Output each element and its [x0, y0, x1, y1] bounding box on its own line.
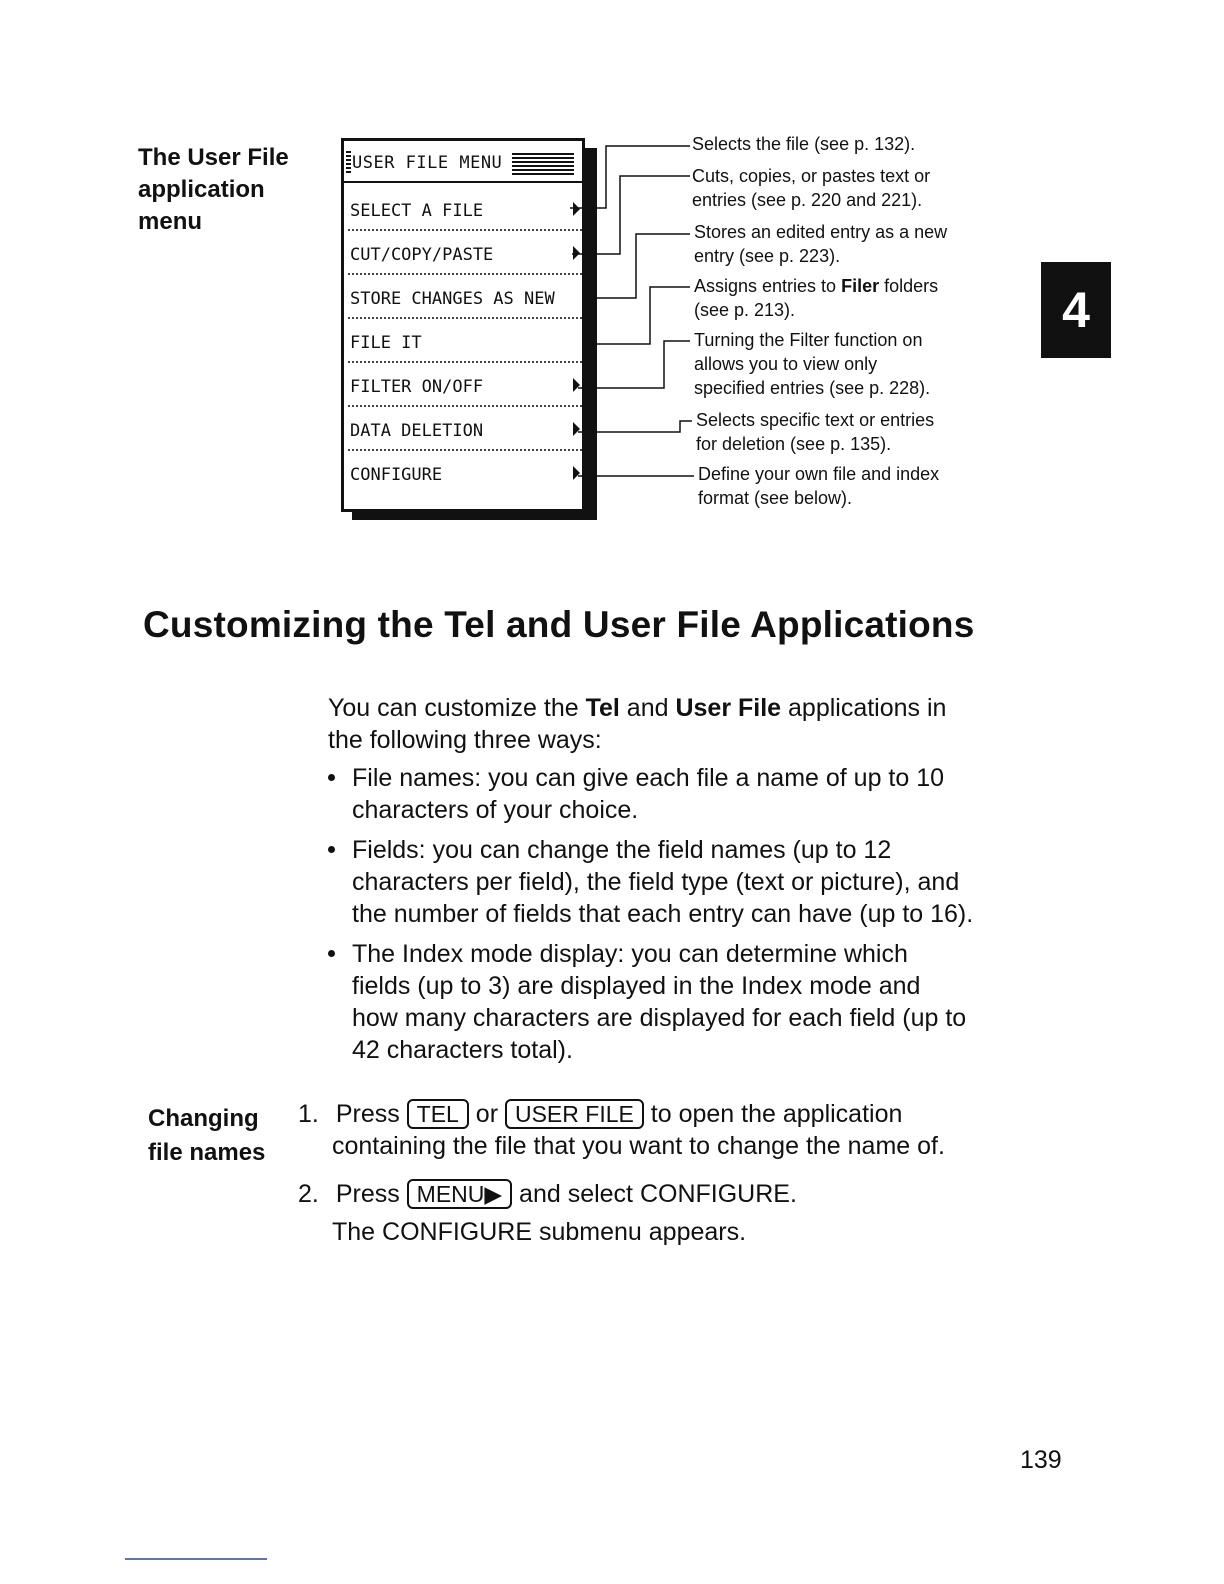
callout-line: Turning the Filter function on: [694, 330, 923, 350]
user-file-key: USER FILE: [505, 1099, 644, 1129]
callout-line: Define your own file and index: [698, 464, 940, 484]
tel-key: TEL: [407, 1099, 469, 1129]
changing-file-names-label: Changing file names: [148, 1105, 266, 1166]
callout-file-it: [694, 274, 938, 322]
callout-line: (see p. 213).: [694, 300, 796, 320]
page-number: 139: [1020, 1446, 1062, 1474]
bullet-text: File names: you can give each file a name of up to 10 characters of your choice.: [352, 764, 945, 824]
menu-item-label: SELECT A FILE: [350, 201, 484, 221]
leader-line: [578, 421, 692, 432]
bullet-fields: [314, 834, 1034, 934]
callout-filter: [694, 328, 930, 400]
callout-line: Assigns entries to Filer folders: [694, 276, 939, 296]
step-line: 1. Press TEL or USER FILE to open the application: [298, 1100, 903, 1128]
callout-line: Stores an edited entry as a new: [694, 222, 948, 242]
callout-line: format (see below).: [698, 488, 853, 508]
intro-line: the following three ways:: [328, 726, 602, 754]
section-heading: Customizing the Tel and User File Applications: [143, 604, 975, 645]
step-line: The CONFIGURE submenu appears.: [332, 1218, 747, 1246]
callout-line: Cuts, copies, or pastes text or: [692, 166, 931, 186]
bullet-icon: [328, 950, 335, 957]
step-1: [298, 1098, 1018, 1162]
leader-line: [578, 341, 690, 388]
footer-line: [125, 1558, 267, 1560]
chapter-tab: 4: [1041, 262, 1111, 358]
side-title-line: The User File: [138, 144, 289, 171]
callout-store-changes: [694, 220, 947, 268]
bullet-icon: [328, 774, 335, 781]
callout-data-deletion: [696, 408, 934, 456]
side-title-line: application: [138, 176, 265, 203]
step-line: 2. Press MENU▶ and select CONFIGURE.: [298, 1180, 797, 1208]
callout-line: allows you to view only: [694, 354, 878, 374]
bullet-text: Fields: you can change the field names (up to 12 characters per field), the field type (text or picture), and the number of fields that each entry can have (up to 16).: [352, 836, 974, 928]
bullet-file-names: [314, 762, 1034, 828]
menu-item-label: CUT/COPY/PASTE: [350, 245, 494, 265]
callout-configure: [698, 462, 939, 510]
bullet-icon: [328, 846, 335, 853]
callout-line: entries (see p. 220 and 221).: [692, 190, 923, 210]
menu-item-label: DATA DELETION: [350, 421, 484, 441]
leader-line: [585, 234, 690, 298]
step-2: [298, 1178, 1018, 1248]
menu-key: MENU▶: [407, 1179, 512, 1209]
leader-line: [572, 176, 690, 254]
step-number: 2.: [298, 1180, 319, 1208]
bullet-text: The Index mode display: you can determine which fields (up to 3) are displayed in the Index mode and how many characters are displayed for each field (up to 42 characters total).: [352, 940, 967, 1064]
bullet-index-mode: [314, 938, 1034, 1070]
callout-line: Selects specific text or entries: [696, 410, 935, 430]
menu-title: USER FILE MENU: [352, 153, 503, 173]
leader-line: [585, 287, 690, 344]
step-line: containing the file that you want to change the name of.: [332, 1132, 945, 1160]
intro-line: You can customize the Tel and User File applications in: [328, 694, 947, 722]
leader-line: [570, 146, 690, 208]
side-title-line: menu: [138, 208, 203, 235]
menu-item-label: FILTER ON/OFF: [350, 377, 484, 397]
callout-line: Selects the file (see p. 132).: [692, 134, 916, 154]
menu-item-label: CONFIGURE: [350, 465, 443, 485]
callout-cut-copy-paste: [692, 164, 930, 212]
menu-item-label: STORE CHANGES AS NEW: [350, 289, 555, 309]
callout-select-file: [692, 132, 915, 156]
callout-line: for deletion (see p. 135).: [696, 434, 892, 454]
menu-item-label: FILE IT: [350, 333, 422, 353]
step-number: 1.: [298, 1100, 319, 1128]
callout-line: entry (see p. 223).: [694, 246, 841, 266]
callout-line: specified entries (see p. 228).: [694, 378, 931, 398]
intro-paragraph: [328, 692, 1028, 756]
